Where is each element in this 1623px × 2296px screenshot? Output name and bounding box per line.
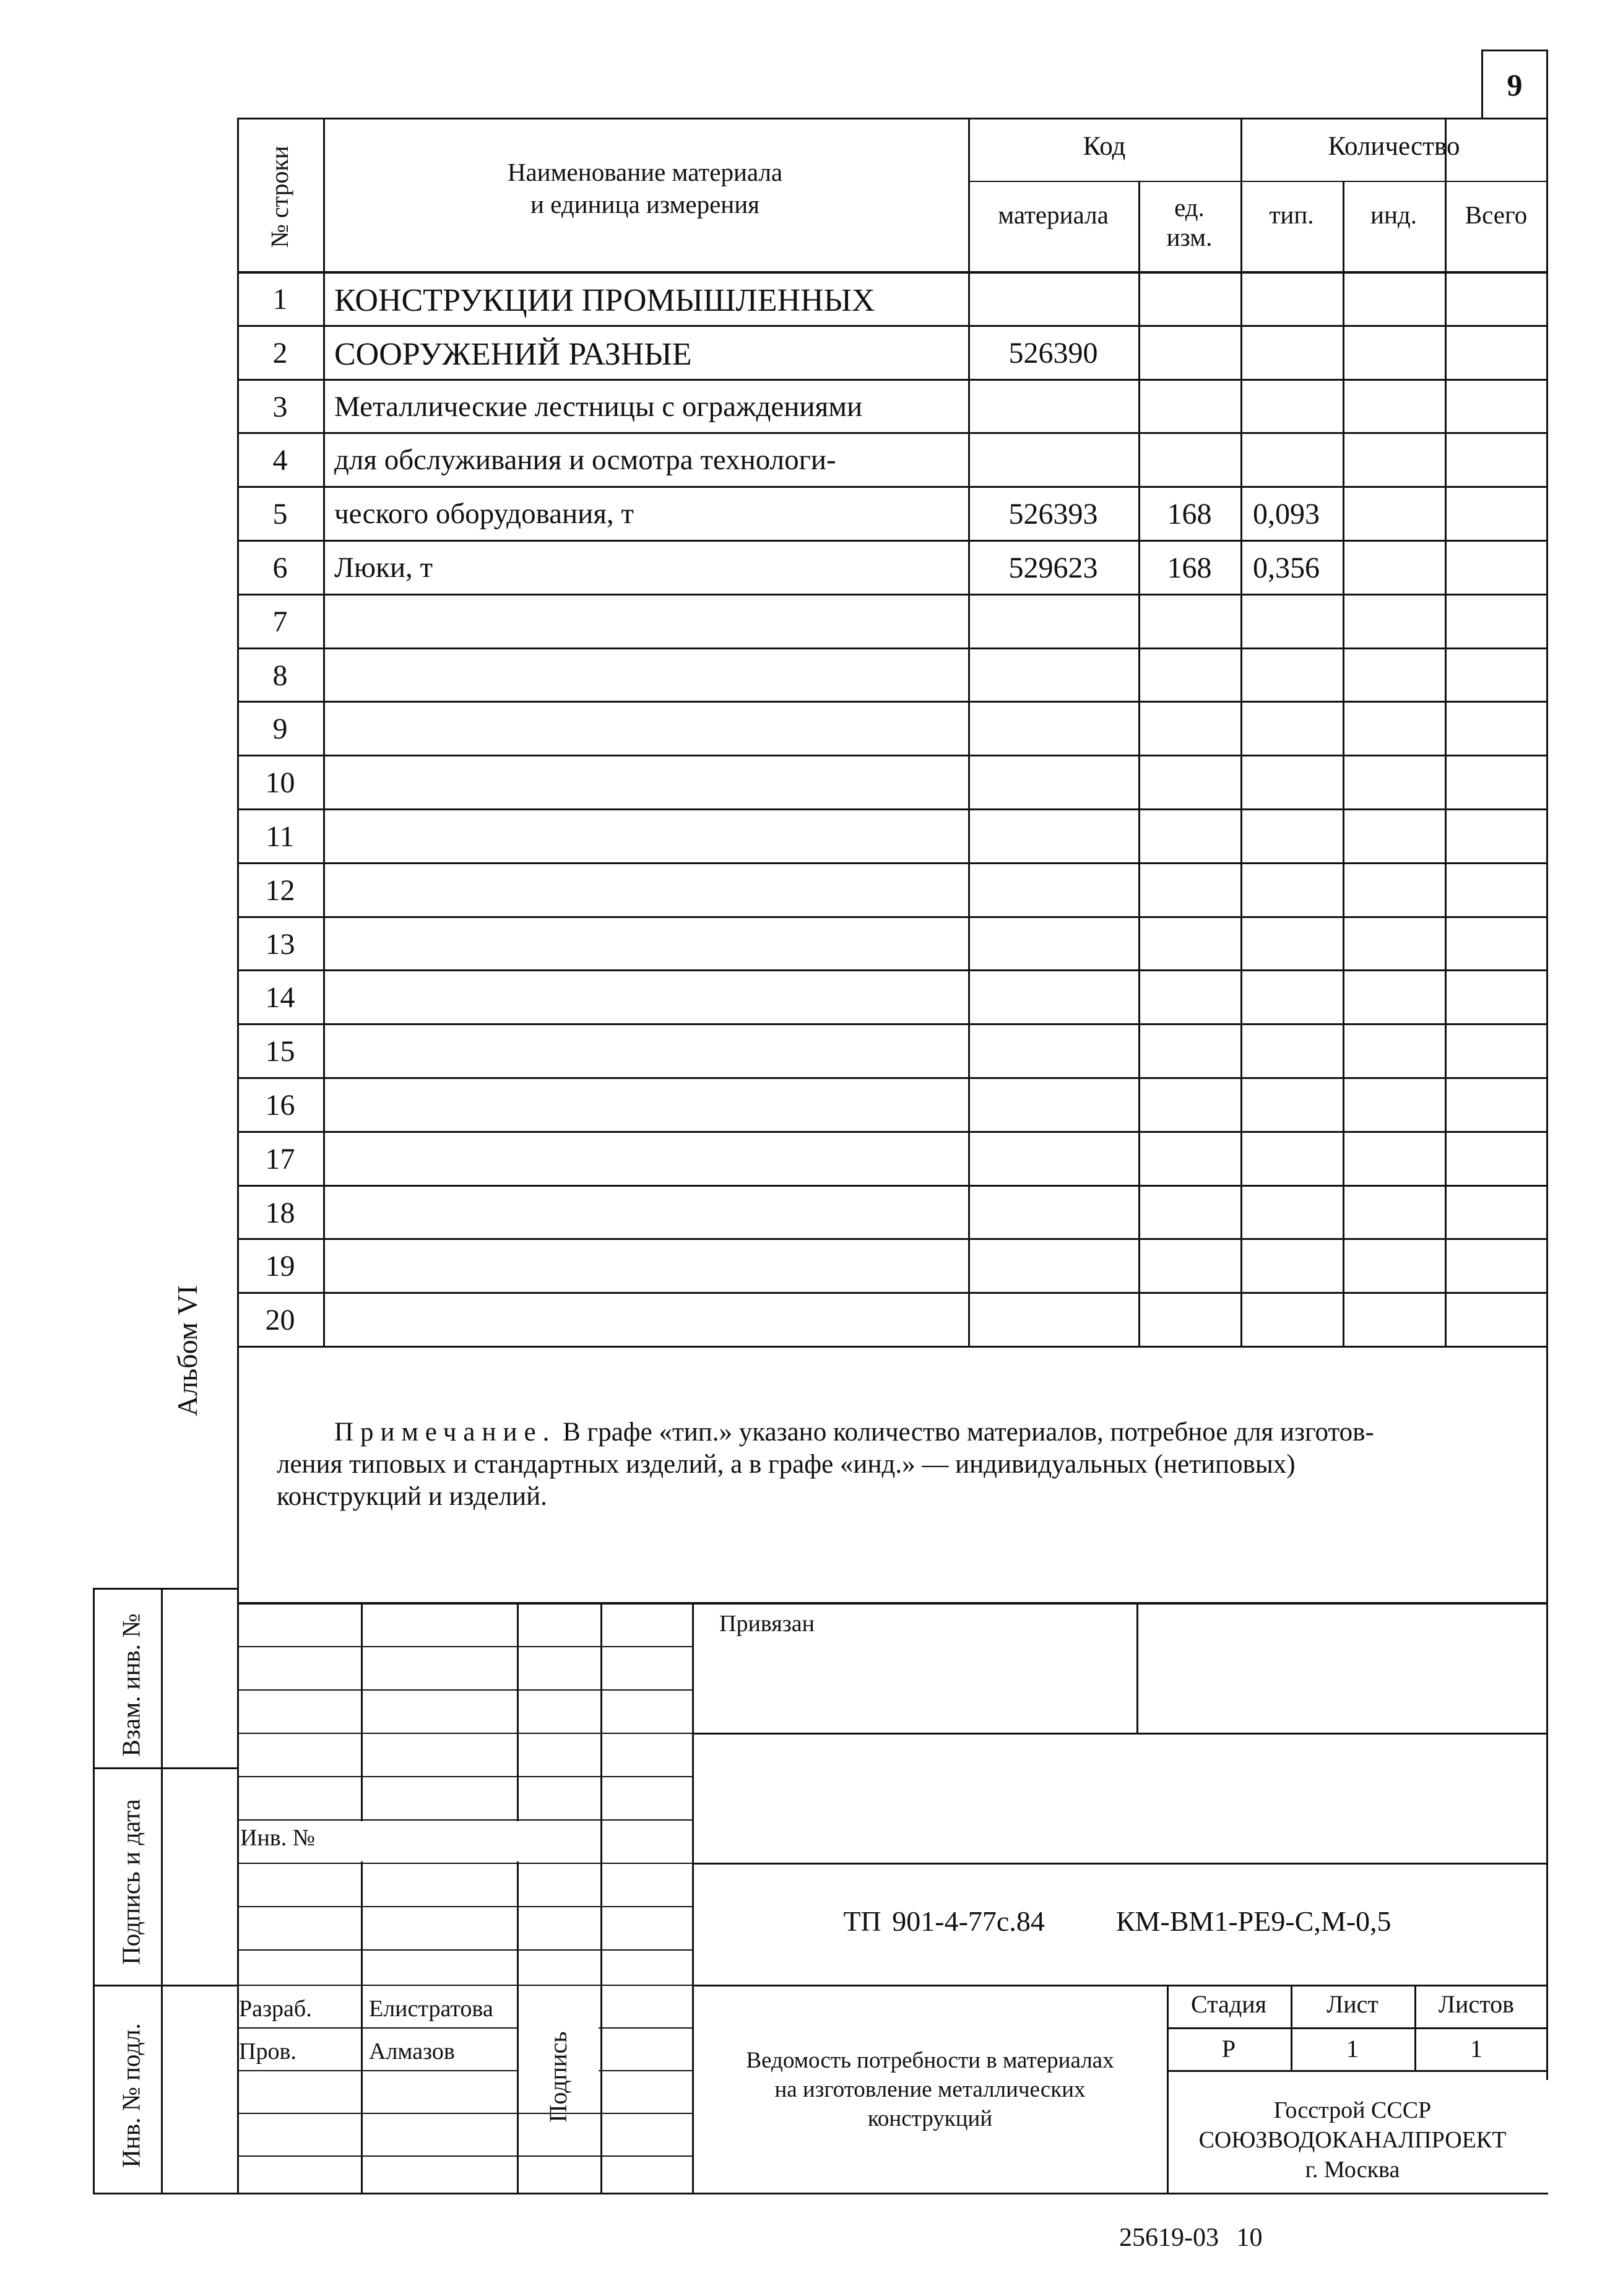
row-number: 6 xyxy=(272,552,288,584)
row-line xyxy=(237,540,1548,542)
stamp-doc-designation: КМ-ВМ1-РЕ9-С,М-0,5 xyxy=(1115,1905,1391,1937)
row-line xyxy=(237,594,1548,596)
header-code-material: материала xyxy=(998,201,1109,229)
stamp-bottom xyxy=(93,2193,1548,2194)
header-qty-total: Всего xyxy=(1465,201,1528,229)
col-line xyxy=(1445,118,1447,1346)
stamp-privyazan: Привязан xyxy=(719,1611,815,1637)
row-name: СООРУЖЕНИЙ РАЗНЫЕ xyxy=(334,337,692,372)
header-name-line2: и единица измерения xyxy=(530,190,760,219)
stamp-right-sep1 xyxy=(692,1733,1548,1735)
row-number: 11 xyxy=(266,820,295,853)
row-line xyxy=(237,916,1548,918)
row-name: Металлические лестницы с ограждениями xyxy=(334,391,863,423)
stamp-role-developer: Разраб. xyxy=(239,1996,312,2022)
row-unit-code: 168 xyxy=(1167,498,1212,531)
row-name: для обслуживания и осмотра технологи- xyxy=(334,444,836,476)
stamp-title-line3: конструкций xyxy=(867,2106,993,2131)
row-number: 3 xyxy=(272,391,288,423)
footer-code xyxy=(1119,2225,1263,2251)
stamp-inv-no: Инв. № xyxy=(240,1825,315,1851)
stamp-col xyxy=(237,1602,239,2193)
side-top xyxy=(93,1588,237,1590)
stamp-row xyxy=(237,1985,692,1986)
header-mid xyxy=(968,181,1548,182)
stamp-top xyxy=(237,1602,1548,1605)
page-number: 9 xyxy=(1507,67,1523,102)
header-code-unit-line1: ед. xyxy=(1174,193,1205,222)
stamp-row xyxy=(237,1733,692,1734)
col-line xyxy=(1240,118,1242,1346)
stamp-name-checker: Алмазов xyxy=(369,2038,455,2064)
row-line xyxy=(237,648,1548,649)
row-number: 10 xyxy=(265,766,295,799)
row-line xyxy=(237,486,1548,488)
note-line1 xyxy=(334,1419,1374,1445)
row-number: 14 xyxy=(265,981,295,1014)
stamp-sheet-value: 1 xyxy=(1346,2035,1359,2063)
row-name: КОНСТРУКЦИИ ПРОМЫШЛЕННЫХ xyxy=(334,283,875,318)
side-label-vzam-inv: Взам. инв. № xyxy=(116,1613,145,1757)
row-number: 4 xyxy=(272,444,288,477)
header-code: Код xyxy=(1083,132,1126,161)
stamp-row xyxy=(237,1646,692,1647)
row-line xyxy=(237,969,1548,971)
stamp-sheet-label: Лист xyxy=(1327,1990,1378,2018)
row-qty-typ: 0,093 xyxy=(1253,498,1320,531)
header-quantity: Количество xyxy=(1328,132,1460,161)
row-line xyxy=(237,1238,1548,1240)
stamp-row xyxy=(237,1776,692,1777)
stamp-title-line2: на изготовление металлических xyxy=(774,2077,1086,2102)
stamp-col xyxy=(692,1602,694,2193)
stamp-row xyxy=(237,1863,692,1864)
row-material-code: 526390 xyxy=(1008,337,1098,370)
stamp-title-line1: Ведомость потребности в материалах xyxy=(746,2048,1114,2073)
stamp-row xyxy=(237,1906,692,1907)
stamp-stage-row xyxy=(1167,2027,1548,2029)
row-material-code: 526393 xyxy=(1008,498,1098,531)
stamp-doc-code-line xyxy=(693,1907,1541,1936)
row-number: 5 xyxy=(272,498,288,531)
row-number: 17 xyxy=(265,1143,295,1176)
row-line xyxy=(237,1023,1548,1025)
stamp-name-developer: Елистратова xyxy=(369,1996,493,2022)
stamp-col xyxy=(361,1602,363,2193)
col-line xyxy=(1138,181,1140,1346)
col-line xyxy=(323,118,325,1346)
stamp-org-line2: СОЮЗВОДОКАНАЛПРОЕКТ xyxy=(1198,2127,1507,2153)
row-line xyxy=(237,701,1548,703)
side-label-inv-podl: Инв. № подл. xyxy=(116,2023,145,2168)
row-line xyxy=(237,379,1548,381)
album-label: Альбом VI xyxy=(171,1285,203,1416)
stamp-right-sep2 xyxy=(692,1863,1548,1865)
header-row-number: № строки xyxy=(266,145,293,248)
frame-right xyxy=(1546,118,1548,2080)
footer-code-value: 25619-03 xyxy=(1119,2224,1219,2252)
row-line xyxy=(237,1185,1548,1187)
row-name: ческого оборудования, т xyxy=(334,498,634,530)
row-unit-code: 168 xyxy=(1167,552,1212,584)
side-col-left xyxy=(93,1588,95,2194)
stamp-stage-value: Р xyxy=(1221,2035,1236,2063)
note-label: Примечание. xyxy=(334,1418,556,1447)
stamp-doc-code: ТП 901-4-77с.84 xyxy=(843,1905,1045,1937)
stamp-role-checker: Пров. xyxy=(239,2038,296,2064)
stamp-stage-label: Стадия xyxy=(1190,1990,1267,2018)
row-line xyxy=(237,1292,1548,1294)
row-number: 16 xyxy=(265,1089,295,1122)
header-code-unit-line2: изм. xyxy=(1166,223,1213,251)
stamp-row xyxy=(237,2113,692,2114)
stamp-col xyxy=(600,1602,602,2193)
row-number: 8 xyxy=(272,659,288,692)
row-name: Люки, т xyxy=(334,552,433,584)
row-line xyxy=(237,808,1548,810)
side-sep1 xyxy=(93,1767,237,1769)
side-label-podpis-data: Подпись и дата xyxy=(116,1799,145,1965)
row-number: 19 xyxy=(265,1250,295,1283)
note-line3: конструкций и изделий. xyxy=(277,1482,547,1511)
note-line2: ления типовых и стандартных изделий, а в графе «инд.» — индивидуальных (нетиповых) xyxy=(277,1450,1296,1479)
note-text-line1: В графе «тип.» указано количество материалов, потребное для изготов- xyxy=(563,1418,1374,1447)
row-line xyxy=(237,755,1548,756)
table-top xyxy=(237,118,1548,119)
stamp-row xyxy=(237,1689,692,1691)
row-line xyxy=(237,1077,1548,1079)
row-line xyxy=(237,862,1548,864)
header-qty-ind: инд. xyxy=(1370,201,1417,229)
stamp-row xyxy=(237,2070,692,2071)
col-line xyxy=(1343,181,1344,1346)
stamp-org-line1: Госстрой СССР xyxy=(1273,2097,1432,2123)
stamp-privyazan-col xyxy=(1136,1602,1138,1733)
row-number: 9 xyxy=(272,713,288,745)
row-number: 15 xyxy=(265,1035,295,1068)
row-line xyxy=(237,1346,1548,1348)
stamp-row xyxy=(237,1819,692,1821)
row-number: 2 xyxy=(272,337,288,370)
col-line xyxy=(968,118,970,1346)
stamp-row xyxy=(237,1949,692,1951)
side-sep2 xyxy=(93,1985,237,1986)
stamp-stage-row2 xyxy=(1167,2070,1548,2072)
header-name-line1: Наименование материала xyxy=(507,158,783,186)
row-line xyxy=(237,1131,1548,1133)
footer-page: 10 xyxy=(1236,2224,1263,2252)
row-number: 1 xyxy=(272,283,288,316)
side-col-mid xyxy=(161,1588,163,2194)
stamp-sheets-value: 1 xyxy=(1470,2035,1482,2063)
row-line xyxy=(237,325,1548,327)
row-material-code: 529623 xyxy=(1008,552,1098,584)
row-line xyxy=(237,432,1548,434)
header-bottom xyxy=(237,271,1548,274)
stamp-sheets-label: Листов xyxy=(1438,1990,1515,2018)
stamp-signature-header: Подпись xyxy=(544,2031,572,2123)
stamp-org-line3: г. Москва xyxy=(1305,2157,1400,2183)
row-number: 7 xyxy=(272,605,288,638)
row-number: 20 xyxy=(265,1304,295,1336)
row-number: 18 xyxy=(265,1197,295,1229)
row-qty-typ: 0,356 xyxy=(1253,552,1320,584)
row-number: 13 xyxy=(265,928,295,961)
stamp-row xyxy=(237,2027,692,2029)
row-number: 12 xyxy=(265,874,295,907)
header-qty-typ: тип. xyxy=(1269,201,1314,229)
stamp-right-sep3 xyxy=(692,1985,1548,1986)
stamp-row xyxy=(237,2155,692,2157)
